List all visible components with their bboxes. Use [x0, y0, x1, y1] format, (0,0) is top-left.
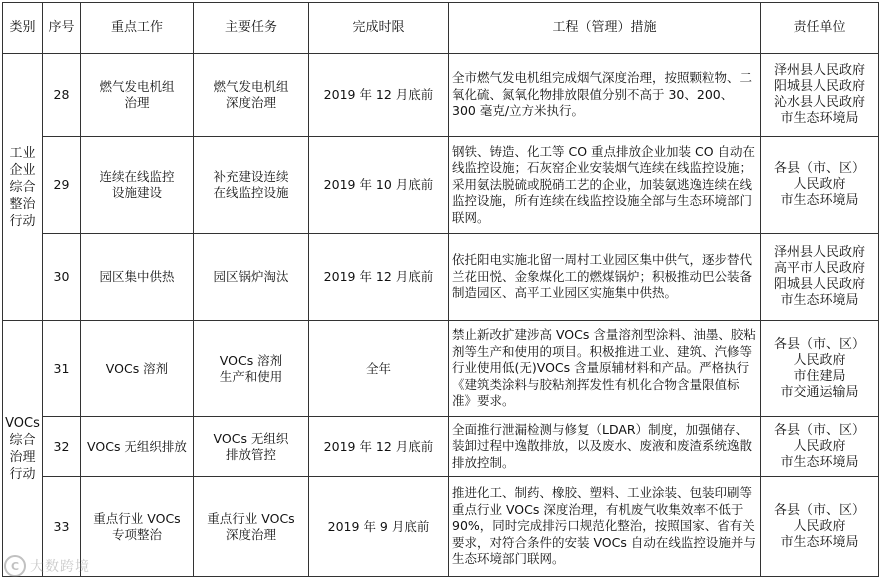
measures-cell: 禁止新改扩建涉高 VOCs 含量溶剂型涂料、油墨、胶粘剂等生产和使用的项目。积极推进工业、建筑、汽修等行业使用低(无)VOCs 含量原辅材料和产品。严格执行《建筑类涂料与胶粘剂挥发性有机化合物含量限值标准》要求。	[449, 321, 761, 417]
deadline-cell: 2019 年 9 月底前	[309, 477, 449, 577]
main-task-cell: 重点行业 VOCs 深度治理	[194, 477, 309, 577]
header-number: 序号	[43, 3, 81, 54]
deadline-cell: 全年	[309, 321, 449, 417]
responsible-unit-cell: 各县（市、区） 人民政府 市生态环境局	[761, 137, 879, 234]
deadline-cell: 2019 年 10 月底前	[309, 137, 449, 234]
table-row	[3, 137, 879, 234]
watermark-text: 大数跨境	[30, 559, 90, 575]
main-task-cell: 补充建设连续 在线监控设施	[194, 137, 309, 234]
watermark-logo-icon: C	[4, 555, 26, 577]
key-work-cell: 重点行业 VOCs 专项整治	[81, 477, 194, 577]
deadline-cell: 2019 年 12 月底前	[309, 417, 449, 477]
row-number: 33	[43, 477, 81, 577]
main-task-cell: 园区锅炉淘汰	[194, 234, 309, 321]
row-number: 32	[43, 417, 81, 477]
deadline-cell: 2019 年 12 月底前	[309, 234, 449, 321]
row-number: 28	[43, 54, 81, 137]
key-work-cell: VOCs 溶剂	[81, 321, 194, 417]
key-work-cell: VOCs 无组织排放	[81, 417, 194, 477]
main-task-cell: VOCs 溶剂 生产和使用	[194, 321, 309, 417]
key-work-cell: 燃气发电机组 治理	[81, 54, 194, 137]
measures-cell: 依托阳电实施北留一周村工业园区集中供气，逐步替代兰花田悦、金象煤化工的燃煤锅炉；积极推动巴公装备制造园区、高平工业园区实施集中供热。	[449, 234, 761, 321]
deadline-cell: 2019 年 12 月底前	[309, 54, 449, 137]
measures-cell: 全面推行泄漏检测与修复（LDAR）制度，加强储存、装卸过程中逸散排放，以及废水、废液和废渣系统逸散排放控制。	[449, 417, 761, 477]
header-row	[3, 3, 879, 54]
main-task-cell: VOCs 无组织 排放管控	[194, 417, 309, 477]
measures-cell: 钢铁、铸造、化工等 CO 重点排放企业加装 CO 自动在线监控设施；石灰窑企业安装烟气连续在线监控设施；采用氨法脱硫或脱硝工艺的企业，加装氨逃逸连续在线监控设施，所有连续在线监控设施全部与生态环境部门联网。	[449, 137, 761, 234]
table-row	[3, 477, 879, 577]
table-row	[3, 54, 879, 137]
responsible-unit-cell: 各县（市、区） 人民政府 市生态环境局	[761, 477, 879, 577]
row-number: 31	[43, 321, 81, 417]
table-row	[3, 417, 879, 477]
row-number: 29	[43, 137, 81, 234]
measures-cell: 推进化工、制药、橡胶、塑料、工业涂装、包装印刷等重点行业 VOCs 深度治理，有机废气收集效率不低于 90%，同时完成排污口规范化整治，按照国家、省有关要求，对符合条件的安装 VOCs 自动在线监控设施并与生态环境部门联网。	[449, 477, 761, 577]
governance-table	[2, 2, 879, 577]
watermark	[4, 555, 124, 577]
responsible-unit-cell: 泽州县人民政府 高平市人民政府 阳城县人民政府 市生态环境局	[761, 234, 879, 321]
header-deadline: 完成时限	[309, 3, 449, 54]
row-number: 30	[43, 234, 81, 321]
key-work-cell: 连续在线监控 设施建设	[81, 137, 194, 234]
responsible-unit-cell: 泽州县人民政府 阳城县人民政府 沁水县人民政府 市生态环境局	[761, 54, 879, 137]
key-work-cell: 园区集中供热	[81, 234, 194, 321]
header-measures: 工程（管理）措施	[449, 3, 761, 54]
header-category: 类别	[3, 3, 43, 54]
responsible-unit-cell: 各县（市、区） 人民政府 市住建局 市交通运输局	[761, 321, 879, 417]
main-task-cell: 燃气发电机组 深度治理	[194, 54, 309, 137]
responsible-unit-cell: 各县（市、区） 人民政府 市生态环境局	[761, 417, 879, 477]
category-vocs: VOCs 综合 治理 行动	[3, 321, 43, 577]
table-row	[3, 321, 879, 417]
table-row	[3, 234, 879, 321]
category-industrial: 工业 企业 综合 整治 行动	[3, 54, 43, 321]
header-key-work: 重点工作	[81, 3, 194, 54]
header-responsible-unit: 责任单位	[761, 3, 879, 54]
measures-cell: 全市燃气发电机组完成烟气深度治理，按照颗粒物、二氧化硫、氮氧化物排放限值分别不高于 30、200、300 毫克/立方米执行。	[449, 54, 761, 137]
header-main-task: 主要任务	[194, 3, 309, 54]
